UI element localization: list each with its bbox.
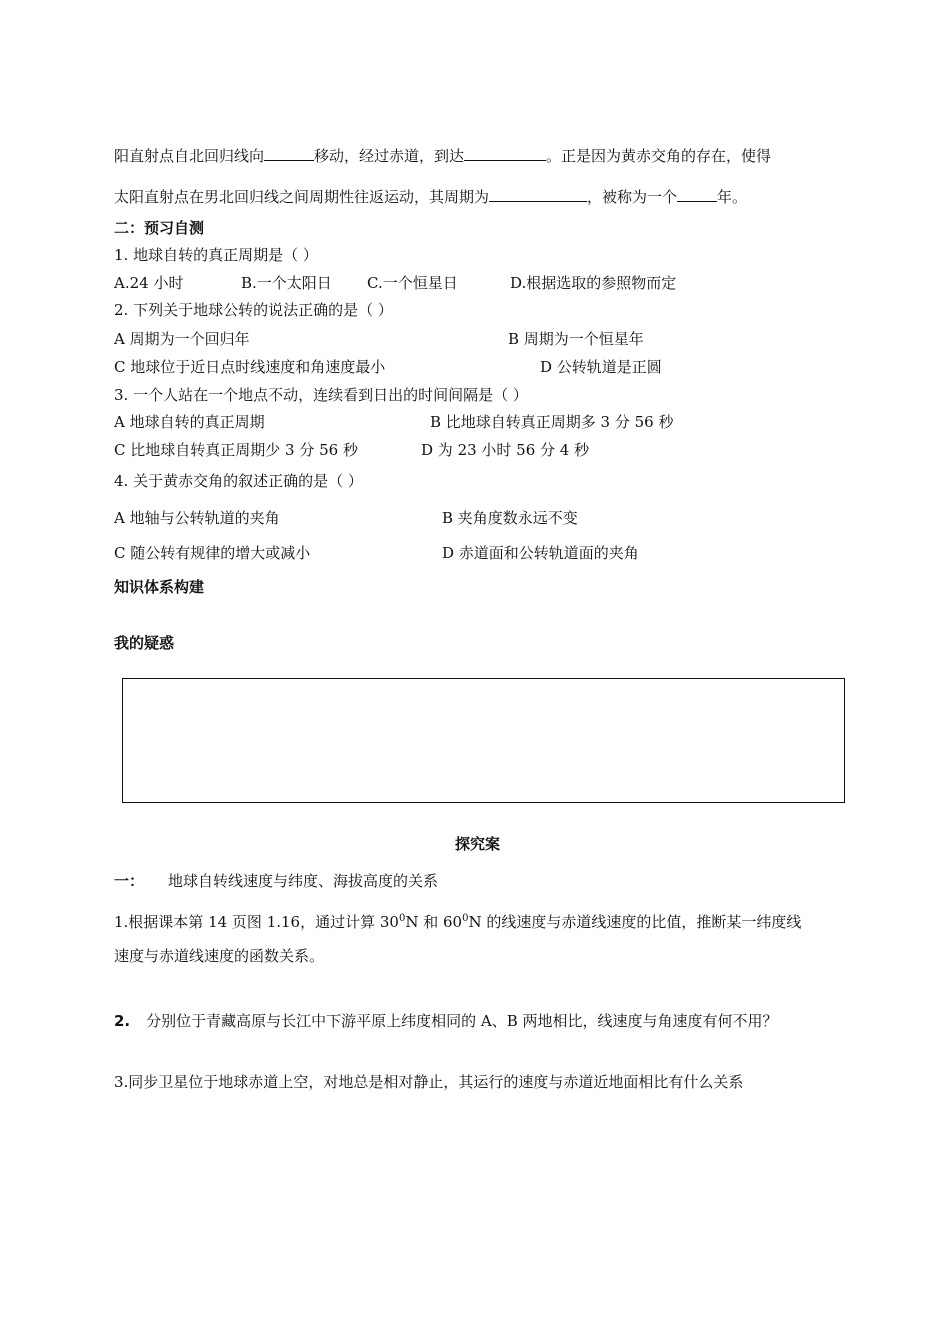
q3-option-d[interactable]: D 为 23 小时 56 分 4 秒	[421, 441, 590, 459]
degree-superscript-2: 0	[462, 913, 469, 924]
explore-q1-line-2: 速度与赤道线速度的函数关系。	[114, 947, 325, 965]
intro-text-2c: 年。	[717, 188, 748, 206]
doubt-heading: 我的疑惑	[114, 634, 175, 652]
intro-line-1	[114, 146, 771, 166]
q2-option-d[interactable]: D 公转轨道是正圆	[540, 358, 662, 376]
explore-section-1-heading	[114, 871, 438, 891]
q1-option-c[interactable]: C.一个恒星日	[367, 274, 458, 292]
q3-option-b[interactable]: B 比地球自转真正周期多 3 分 56 秒	[430, 413, 674, 431]
q4-option-b[interactable]: B 夹角度数永远不变	[442, 509, 578, 527]
explore-q2-text: 分别位于青藏高原与长江中下游平原上纬度相同的 A、B 两地相比，线速度与角速度有何不用？	[146, 1012, 778, 1030]
q1-option-d[interactable]: D.根据选取的参照物而定	[510, 274, 677, 292]
blank-year-type[interactable]	[677, 187, 717, 202]
intro-line-2	[114, 187, 747, 207]
explore-section-1-title: 地球自转线速度与纬度、海拔高度的关系	[168, 872, 439, 890]
q3-stem: 3. 一个人站在一个地点不动，连续看到日出的时间间隔是（ ）	[114, 386, 528, 404]
doubt-answer-box[interactable]	[122, 678, 845, 803]
degree-superscript-1: 0	[398, 913, 406, 924]
q4-option-d[interactable]: D 赤道面和公转轨道面的夹角	[442, 544, 639, 562]
q2-option-c[interactable]: C 地球位于近日点时线速度和角速度最小	[114, 358, 386, 376]
q1-option-b[interactable]: B.一个太阳日	[241, 274, 332, 292]
intro-text-2b: ，被称为一个	[587, 188, 678, 206]
q2-stem: 2. 下列关于地球公转的说法正确的是（ ）	[114, 301, 393, 319]
explore-section-1-label: 一：	[114, 872, 145, 890]
blank-destination[interactable]	[464, 146, 546, 161]
q1-stem: 1. 地球自转的真正周期是（ ）	[114, 246, 318, 264]
blank-period[interactable]	[489, 187, 587, 202]
knowledge-heading: 知识体系构建	[114, 578, 205, 596]
explore-q1-text-a: 1.根据课本第 14 页图 1.16，通过计算 30	[114, 913, 399, 931]
intro-text-1c: 。正是因为黄赤交角的存在，使得	[546, 147, 772, 165]
q3-option-a[interactable]: A 地球自转的真正周期	[114, 413, 265, 431]
q4-option-c[interactable]: C 随公转有规律的增大或减小	[114, 544, 311, 562]
explore-q3: 3.同步卫星位于地球赤道上空，对地总是相对静止，其运行的速度与赤道近地面相比有什么关系	[114, 1073, 744, 1091]
q3-option-c[interactable]: C 比地球自转真正周期少 3 分 56 秒	[114, 441, 358, 459]
section-heading-preview-test: 二：预习自测	[114, 219, 205, 237]
intro-text-1a: 阳直射点自北回归线向	[114, 147, 265, 165]
intro-text-1b: 移动，经过赤道，到达	[314, 147, 465, 165]
explore-q1-text-c: N 的线速度与赤道线速度的比值，推断某一纬度线	[468, 913, 802, 931]
q4-option-a[interactable]: A 地轴与公转轨道的夹角	[114, 509, 280, 527]
q2-option-a[interactable]: A 周期为一个回归年	[114, 330, 250, 348]
q2-option-b[interactable]: B 周期为一个恒星年	[508, 330, 644, 348]
explore-q1-line-1	[114, 909, 801, 932]
q1-option-a[interactable]: A.24 小时	[114, 274, 184, 292]
explore-q1-text-b: N 和 60	[405, 913, 463, 931]
blank-direction[interactable]	[264, 146, 314, 161]
explore-q2	[114, 1011, 778, 1031]
intro-text-2a: 太阳直射点在男北回归线之间周期性往返运动，其周期为	[114, 188, 490, 206]
explore-q2-number: 2.	[114, 1012, 131, 1030]
q4-stem: 4. 关于黄赤交角的叙述正确的是（ ）	[114, 472, 363, 490]
explore-title: 探究案	[455, 835, 501, 853]
